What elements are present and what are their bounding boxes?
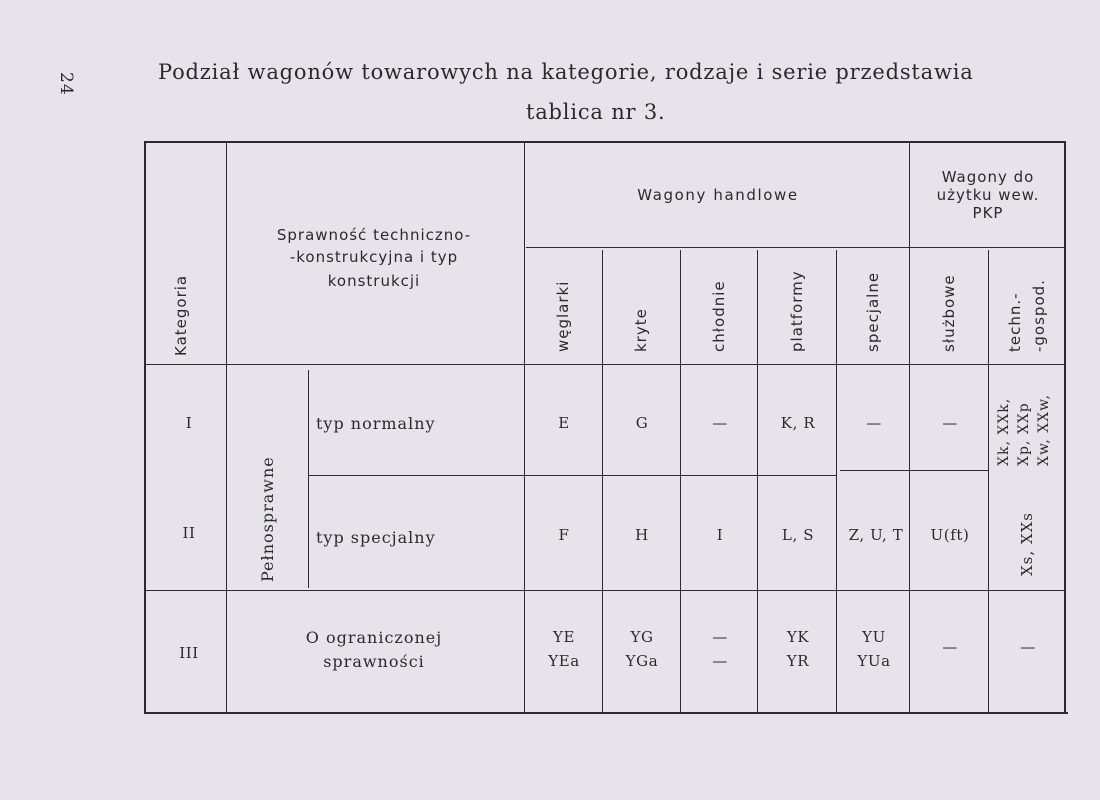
- row3-chlodnie-2: —: [712, 652, 728, 670]
- row1-kryte: G: [635, 414, 649, 432]
- header-wagony-handlowe: Wagony handlowe: [637, 186, 799, 204]
- header-kategoria: Kategoria: [172, 274, 190, 356]
- row1-techn-2: Xp, XXp: [1016, 402, 1032, 466]
- table-bottom-border: [146, 712, 1068, 714]
- row3-typ-2: sprawności: [323, 652, 425, 671]
- row3-weglarki-2: YEa: [548, 652, 580, 670]
- header-wew-3: PKP: [972, 204, 1004, 222]
- row3-chlodnie-1: —: [712, 628, 728, 646]
- row1-techn-1: Xk, XXk,: [996, 397, 1012, 466]
- header-sprawnosc-3: konstrukcji: [327, 272, 421, 290]
- row3-platformy-1: YK: [786, 628, 810, 646]
- header-specjalne: specjalne: [864, 271, 882, 352]
- row1-typ: typ normalny: [316, 414, 436, 433]
- header-sluzbowe: służbowe: [940, 274, 958, 352]
- row3-techn: —: [1020, 638, 1036, 656]
- row2-chlodnie: I: [716, 526, 724, 544]
- row1-chlodnie: —: [712, 414, 728, 432]
- header-techn-1: techn.-: [1006, 292, 1024, 352]
- header-kryte: kryte: [632, 308, 650, 352]
- page-number: 24: [56, 72, 76, 96]
- header-sprawnosc-1: Sprawność techniczno-: [276, 226, 472, 244]
- header-subline: [526, 247, 1066, 248]
- intro-line-1: Podział wagonów towarowych na kategorie, rodzaje i serie przedstawia: [158, 60, 974, 84]
- header-wew-2: użytku wew.: [936, 186, 1040, 204]
- table-top-border: [144, 141, 1066, 143]
- row1-sluzbowe: —: [942, 414, 958, 432]
- header-bottom-line: [144, 364, 1066, 365]
- row2-kryte: H: [635, 526, 649, 544]
- header-sprawnosc-2: -konstrukcyjna i typ: [289, 248, 459, 266]
- row3-kategoria: III: [179, 644, 199, 662]
- table-left-border: [144, 141, 146, 714]
- header-techn-2: -gospod.: [1030, 279, 1048, 352]
- row2-sluzbowe: U(ft): [930, 526, 970, 544]
- row3-platformy-2: YR: [786, 652, 810, 670]
- header-platformy: platformy: [788, 270, 806, 352]
- header-wew-1: Wagony do: [941, 168, 1035, 186]
- row1-kategoria: I: [185, 414, 193, 432]
- row3-sluzbowe: —: [942, 638, 958, 656]
- group-label-pelnosprawne: Pełnosprawne: [258, 456, 277, 582]
- row-line-2-3: [146, 590, 1066, 591]
- row3-kryte-2: YGa: [625, 652, 659, 670]
- header-chlodnie: chłodnie: [710, 280, 728, 352]
- row-line-1-2: [308, 475, 836, 476]
- row2-typ: typ specjalny: [316, 528, 436, 547]
- row2-platformy: L, S: [781, 526, 815, 544]
- row2-weglarki: F: [558, 526, 570, 544]
- row-line-1-2-right: [840, 470, 988, 471]
- row3-weglarki-1: YE: [552, 628, 576, 646]
- group-divider: [308, 370, 309, 588]
- row1-weglarki: E: [558, 414, 570, 432]
- row2-specjalne: Z, U, T: [848, 526, 904, 544]
- row1-techn-3: Xw, XXw,: [1036, 394, 1052, 466]
- row3-specjalne-1: YU: [862, 628, 886, 646]
- intro-line-2: tablica nr 3.: [526, 100, 666, 124]
- row2-techn: Xs, XXs: [1018, 512, 1036, 576]
- row1-specjalne: —: [866, 414, 882, 432]
- row3-typ-1: O ograniczonej: [305, 628, 443, 647]
- row3-kryte-1: YG: [630, 628, 654, 646]
- row2-kategoria: II: [182, 524, 196, 542]
- table-right-border: [1064, 141, 1066, 714]
- row1-platformy: K, R: [780, 414, 816, 432]
- header-weglarki: węglarki: [554, 280, 572, 352]
- row3-specjalne-2: YUa: [857, 652, 891, 670]
